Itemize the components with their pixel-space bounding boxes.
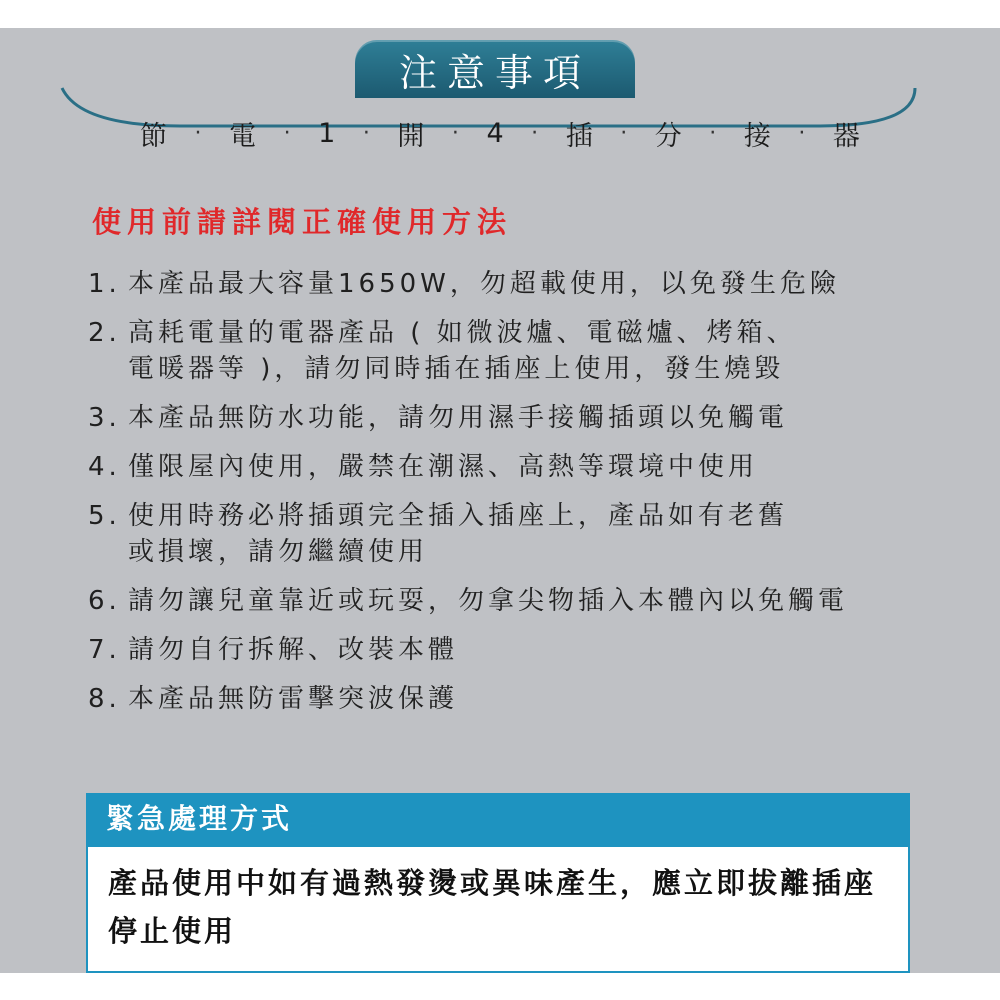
rule-text: 請勿讓兒童靠近或玩耍，勿拿尖物插入本體內以免觸電 [128,586,849,616]
rule-number: 5. [88,501,121,531]
warning-heading: 使用前請詳閱正確使用方法 [92,205,513,239]
rule-number: 4. [88,452,121,482]
usage-rules-list [88,266,848,730]
rule-text: 高耗電量的電器產品 ( 如微波爐、電磁爐、烤箱、 [128,318,797,348]
rule-text: 請勿自行拆解、改裝本體 [128,635,459,665]
rule-item [88,681,848,717]
product-name-char: 開 [397,120,425,152]
rule-item [88,632,848,668]
rule-text: 使用時務必將插頭完全插入插座上，產品如有老舊 [128,501,789,531]
separator-dot: · [620,120,628,146]
separator-dot: · [709,120,717,146]
separator-dot: · [362,120,370,146]
emergency-header [86,793,910,845]
rule-text-continued: 或損壞，請勿繼續使用 [128,537,429,567]
separator-dot: · [451,120,459,146]
product-name-char: 插 [565,120,593,152]
emergency-box [86,845,910,973]
rule-text: 本產品無防水功能，請勿用濕手接觸插頭以免觸電 [128,403,789,433]
separator-dot: · [283,120,291,146]
rule-text-continued: 電暖器等 )，請勿同時插在插座上使用，發生燒毀 [128,354,785,384]
separator-dot: · [531,120,539,146]
rule-number: 7. [88,635,121,665]
product-name-char: 節 [140,120,167,152]
rule-text: 本產品無防雷擊突波保護 [128,684,459,714]
product-name-char: 1 [318,117,336,149]
rule-number: 2. [88,318,121,348]
rule-number: 8. [88,684,121,714]
rule-number: 3. [88,403,121,433]
rule-item [88,449,848,485]
emergency-title: 緊急處理方式 [106,802,293,835]
product-name-char: 器 [832,120,860,152]
page-title: 注意事項 [398,51,591,95]
product-name-char: 電 [229,120,257,152]
rule-number: 1. [88,269,121,299]
rule-number: 6. [88,586,121,616]
product-name-char: 4 [486,117,504,149]
product-name-char: 接 [743,120,771,152]
product-name [140,110,860,156]
separator-dot: · [798,120,806,146]
rule-text: 僅限屋內使用，嚴禁在潮濕、高熱等環境中使用 [128,452,759,482]
product-name-char: 分 [654,120,682,152]
rule-item [88,266,848,302]
rule-text: 本產品最大容量1650W，勿超載使用，以免發生危險 [128,269,840,299]
separator-dot: · [194,120,202,146]
notice-panel [0,28,1000,973]
rule-item [88,315,848,387]
rule-item [88,498,848,570]
rule-item [88,400,848,436]
rule-item [88,583,848,619]
emergency-instructions: 產品使用中如有過熱發燙或異味產生，應立即拔離插座停止使用 [108,866,877,948]
